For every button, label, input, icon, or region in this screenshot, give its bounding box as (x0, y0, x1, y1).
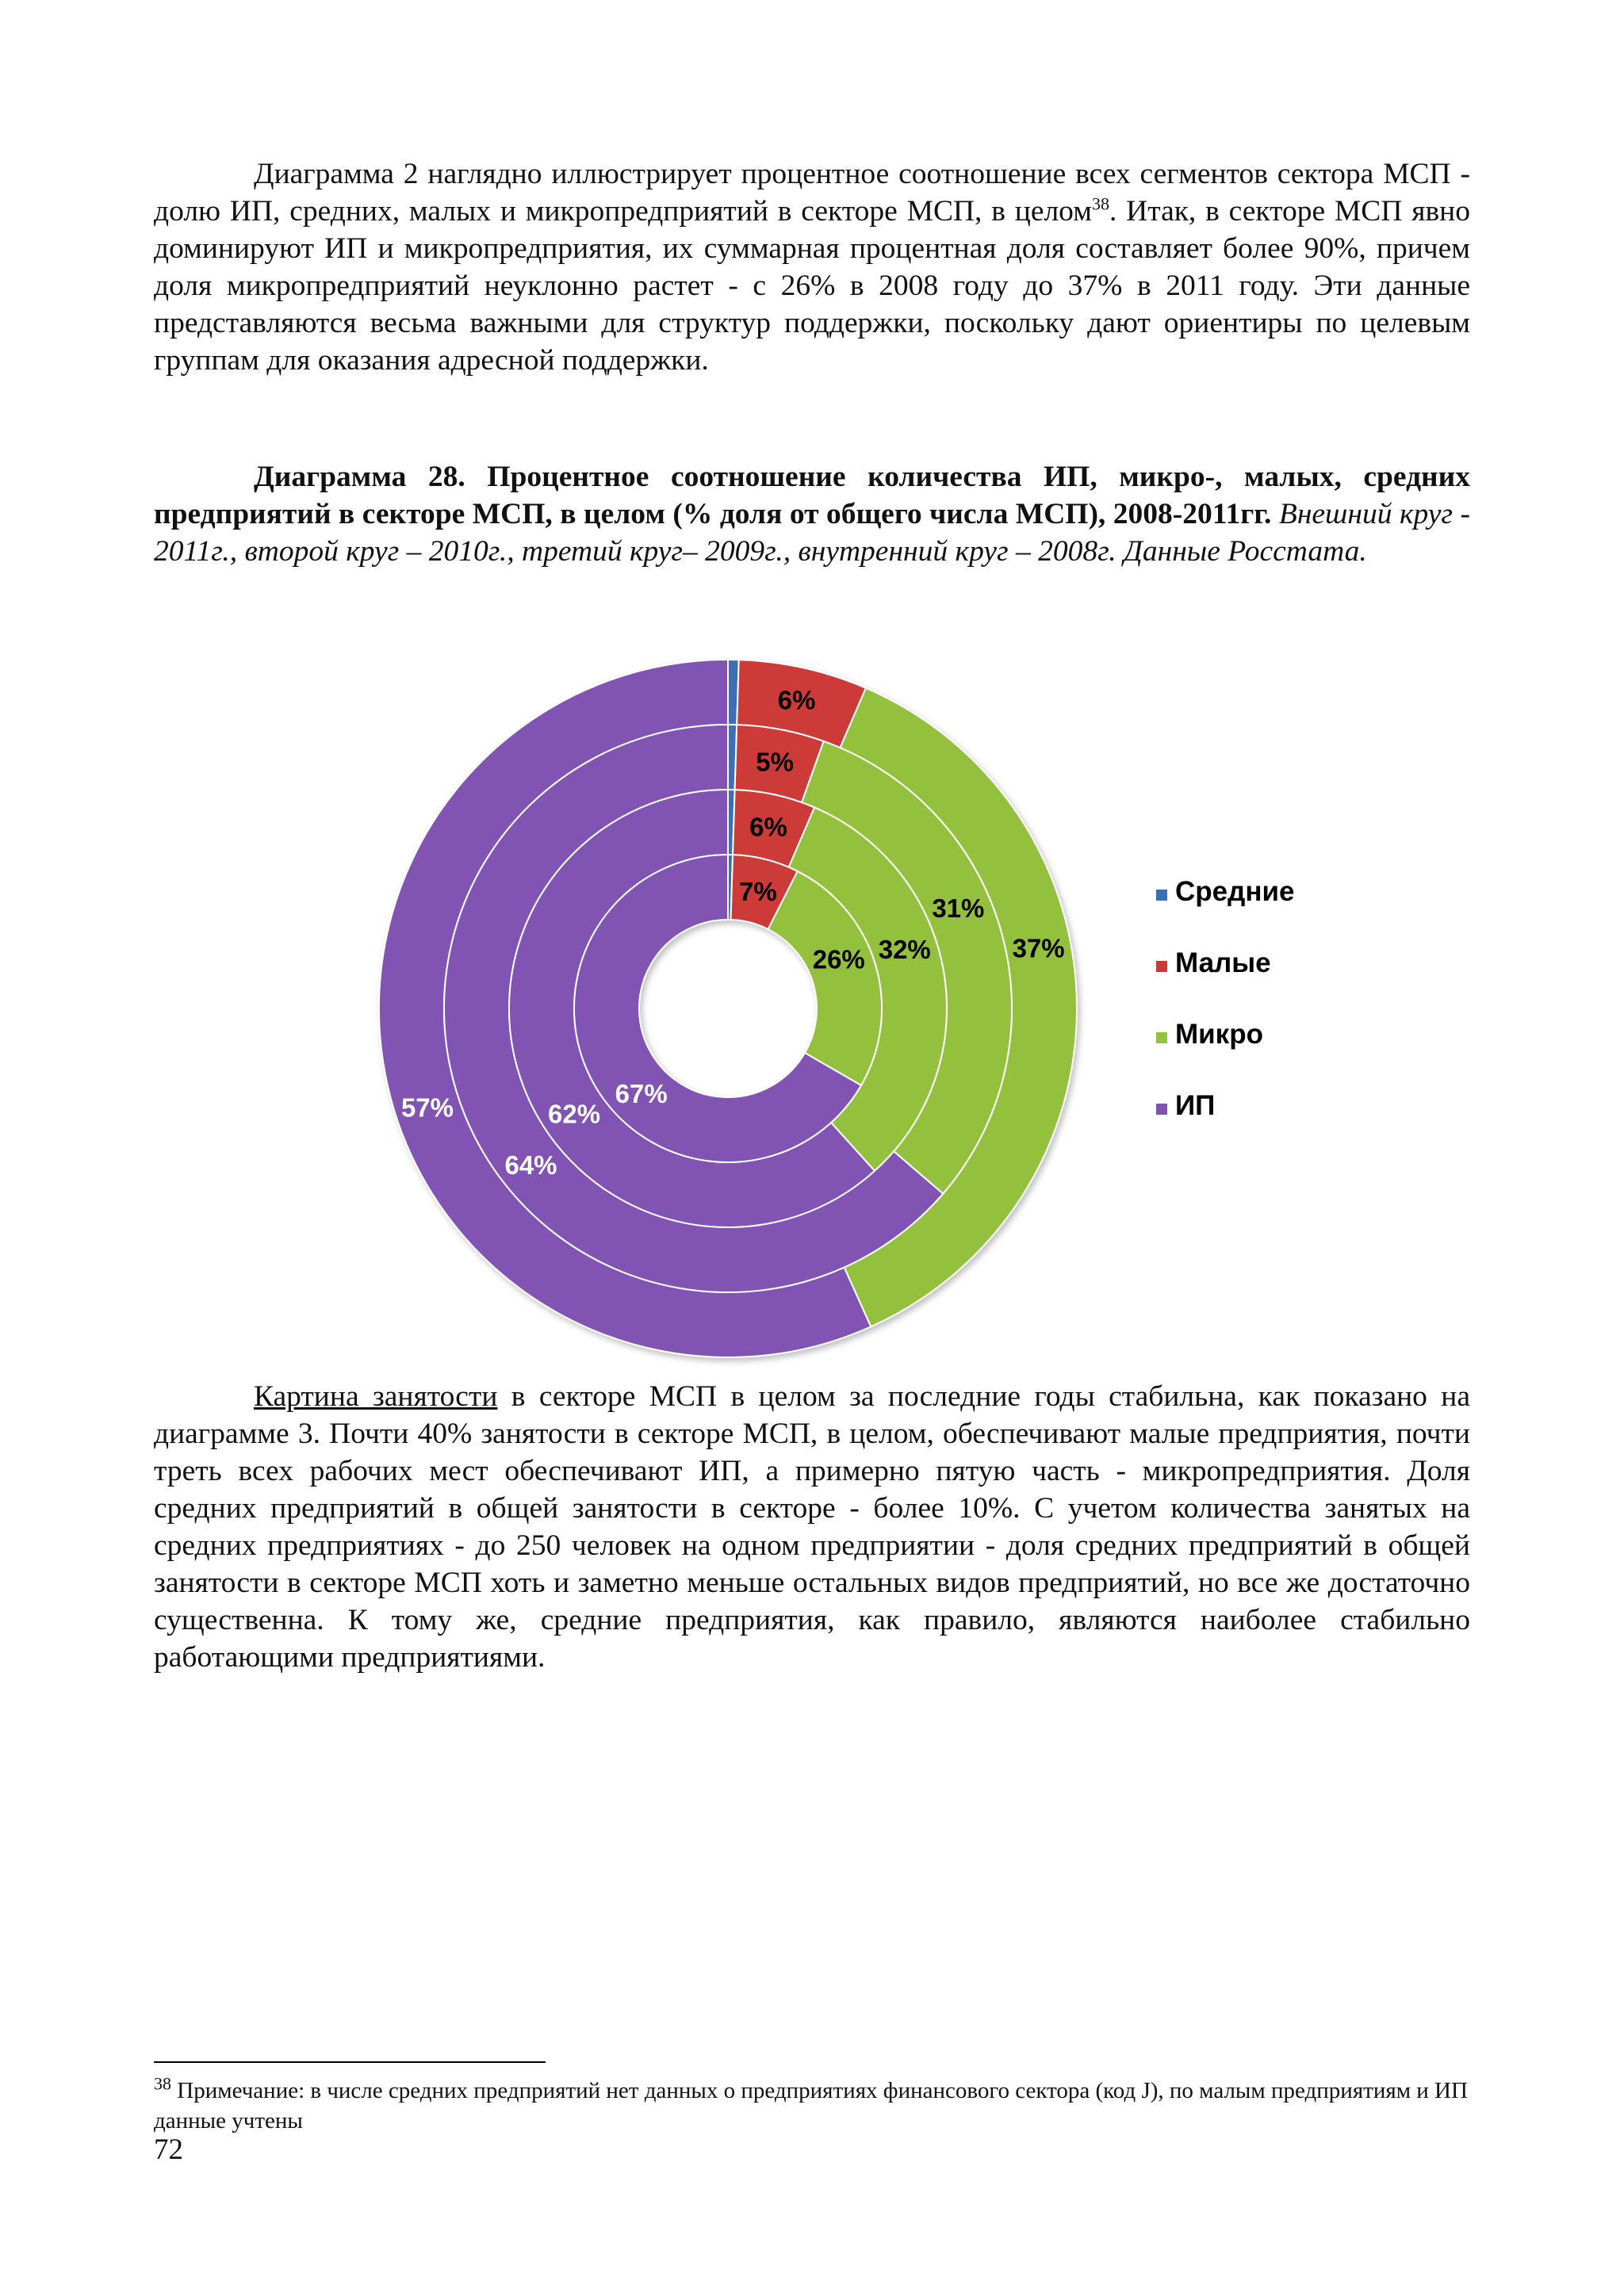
legend-swatch-Малые (1156, 961, 1167, 972)
data-label-2010-Малые: 5% (756, 747, 794, 777)
employment-paragraph (154, 1378, 1470, 1676)
legend-swatch-Средние (1156, 890, 1167, 901)
data-label-2009-Микро: 32% (878, 935, 931, 965)
footnote-divider (154, 2061, 546, 2063)
data-label-2011-ИП: 57% (400, 1093, 454, 1123)
caption-note: Внешний круг - 2011г., второй круг – 2010г., третий круг– 2009г., внутренний круг – 2008г. Данные Росстата. (154, 498, 1470, 568)
data-label-2008-ИП: 67% (615, 1079, 668, 1109)
data-label-2010-ИП: 64% (504, 1150, 557, 1180)
data-label-2011-Малые: 6% (777, 685, 816, 715)
data-label-2008-Малые: 7% (739, 876, 777, 906)
data-label-2011-Микро: 37% (1012, 933, 1065, 963)
employment-text: в секторе МСП в целом за последние годы стабильна, как показано на диаграмме 3. Почти 40% занятости в секторе МСП, в целом, обеспечивают малые предприятия, почти треть всех рабочих мест обеспечивают ИП, а примерно пятую часть - микропредприятия. Доля средних предприятий в общей занятости в секторе - более 10%. С учетом количества занятых на средних предприятиях - до 250 человек на одном предприятии - доля средних предприятий в общей занятости в секторе МСП хоть и заметно меньше остальных видов предприятий, но все же достаточно существенна. К тому же, средние предприятия, как правило, являются наиболее стабильно работающими предприятиями. (154, 1380, 1470, 1674)
data-label-2009-Малые: 6% (749, 812, 787, 842)
chart-legend (1156, 876, 1294, 1121)
legend-label-Средние: Средние (1175, 876, 1295, 907)
intro-text-after: . Итак, в секторе МСП явно доминируют ИП и микропредприятия, их суммарная процентная доля составляет более 90%, причем доля микропредприятий неуклонно растет - с 26% в 2008 году до 37% в 2011 году. Эти данные представляются весьма важными для структур поддержки, поскольку дают ориентиры по целевым группам для оказания адресной поддержки. (154, 195, 1470, 377)
chart-rings (379, 660, 1077, 1357)
legend-swatch-Микро (1156, 1032, 1167, 1043)
intro-text: Диаграмма 2 наглядно иллюстрирует процентное соотношение всех сегментов сектора МСП - долю ИП, средних, малых и микропредприятий в секторе МСП, в целом (154, 158, 1470, 228)
footnote-text: Примечание: в числе средних предприятий нет данных о предприятиях финансового сектора (код J), по малым предприятиям и ИП данные учтены (154, 2078, 1468, 2133)
data-label-2009-ИП: 62% (547, 1099, 601, 1129)
footnote-number: 38 (154, 2073, 171, 2094)
data-label-2008-Микро: 26% (812, 944, 865, 974)
legend-label-Микро: Микро (1175, 1019, 1263, 1050)
data-label-2010-Микро: 31% (932, 893, 985, 923)
caption-title: Диаграмма 28. Процентное соотношение количества ИП, микро-, малых, средних предприятий в секторе МСП, в целом (% доля от общего числа МСП), 2008-2011гг. (154, 461, 1470, 530)
legend-label-ИП: ИП (1175, 1090, 1216, 1121)
legend-label-Малые: Малые (1175, 947, 1271, 978)
employment-link[interactable]: Картина занятости (254, 1380, 498, 1413)
legend-swatch-ИП (1156, 1104, 1167, 1115)
footnote-ref[interactable]: 38 (1091, 193, 1109, 214)
page-number: 72 (154, 2133, 183, 2166)
footnote (154, 2073, 1470, 2136)
